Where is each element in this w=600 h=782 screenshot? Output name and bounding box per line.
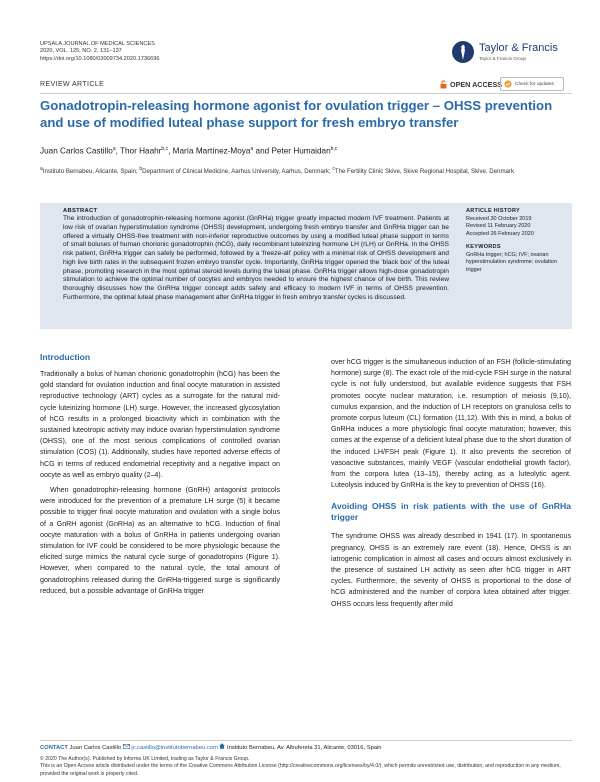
journal-header [40,41,159,63]
abstract-text: The introduction of gonadotrophin-releasing hormone agonist (GnRHa) trigger greatly impacted modern IVF treatment. Patients at low risk of ovarian hyperstimulation syndrome (OHSS) development, undergoing fresh embryo transfer and GnRHa trigger can be offered a virtually OHSS-free treatment with non-inferior reproductive outcomes by using a modified luteal phase support in terms of small boluses of human chorionic gonadotrophin (hCG), daily recombinant luteinizing hormone LH (rLH) or GnRHa. In the OHSS risk patient, GnRHa trigger can safely be performed, followed by a 'freeze-all' policy with a minimal risk of OHSS development and high live birth rates in the subsequent frozen embryo transfer cycle. Importantly, GnRHa trigger opened the 'black box' of the luteal phase, promoting research in the most optimal steroid levels during the luteal phase. GnRHa trigger allows high-dose gonadotropin stimulation to achieve the optimal number of oocytes and embryos needed to ensure the highest chance of live birth. This review thoroughly discusses how the GnRHa trigger concept adds safety and efficacy to modern IVF in terms of OHSS prevention. Furthermore, the optimal luteal phase management after GnRHa trigger in fresh embryo transfer cycles is discussed. [63,215,449,301]
contact-line [40,743,382,751]
open-access-label: OPEN ACCESS [450,80,503,89]
publisher-logo-icon [451,40,475,64]
journal-name: UPSALA JOURNAL OF MEDICAL SCIENCES [40,41,155,47]
footer-divider [40,740,572,741]
affiliations [40,165,570,176]
affiliation-sup: c [332,166,335,172]
author-name: Peter Humaidan [271,146,331,156]
abstract-heading: ABSTRACT [63,208,98,214]
contact-label: CONTACT [40,745,68,751]
publisher-logo [451,40,571,70]
publisher-sub: Taylor & Francis Group [479,56,526,61]
author-sup: b,c [330,146,338,152]
contact-address: Instituto Bernabeu, Av. Albufereta 31, Alicante, 03016, Spain [227,745,382,751]
license-text: This is an Open Access article distributed under the terms of the Creative Commons Attribution License (http://creativecommons.org/licenses/by/4.0/), which permits unrestricted use, distribution, and reproduction in any medium, provided the original work is properly cited. [40,763,561,777]
article-history [466,208,570,274]
history-received: Received 30 October 2019 [466,215,532,222]
open-lock-icon [440,80,447,89]
intro-paragraph-1: Traditionally a bolus of human chorionic gonadotrophin (hCG) has been the gold standard for ovulation induction and final oocyte maturation in assisted reproductive technology (ART) cycles as a surrogate for the natural mid-cycle luteinizing hormone (LH) surge. However, the increased glycosylation of hCG results in a prolonged bioactivity which in combination with the sustained luteotropic activity may induce ovarian hyperstimulation syndrome (OHSS), one of the most serious complications of controlled ovarian stimulation (COS) (1). Additionally, studies have reported adverse effects of hCG in terms of reduced endometrial receptivity and a negative impact on oocyte as well as embryo quality (2–4). [40,370,280,479]
history-accepted: Accepted 26 February 2020 [466,230,534,237]
affiliation: The Fertility Clinic Skive, Skive Regional Hospital, Skive, Denmark [334,168,515,176]
publisher-name: Taylor & Francis [479,42,558,54]
author-name: Thor Haahr [120,146,162,156]
address-icon [219,743,225,749]
keywords-heading: KEYWORDS [466,244,501,250]
left-column [40,352,280,597]
history-revised: Revised 11 February 2020 [466,223,531,229]
section-heading-ohss: Avoiding OHSS in risk patients with the use of GnRHa trigger [331,501,571,523]
contact-name: Juan Carlos Castillo [69,745,122,751]
email-icon [123,744,130,749]
check-updates-button[interactable] [500,77,564,91]
affiliation: Department of Clinical Medicine, Aarhus University, Aarhus, Denmark; [142,168,333,176]
affiliation: Instituto Bernabeu, Alicante, Spain; [42,168,140,176]
check-updates-icon [504,80,512,88]
author-name: María Martínez-Moya [172,146,251,156]
author-sup: a [250,146,254,152]
intro-paragraph-2: When gonadotrophin-releasing hormone (GnRH) antagonist protocols were introduced for the prevention of a premature LH surge (5) it became possible to trigger final oocyte maturation and ovulation with a single bolus of a GnRH agonist (GnRHa) as an alternative to hCG. Induction of final oocyte maturation with a bolus of GnRHa in patients undergoing ovarian stimulation for IVF could be considered to be more physiologic because the elicited surge mimics the natural cycle surge of gonadotropins (Figure 1). However, when compared to the natural cycle, the total amount of gonadotrophins released during the GnRHa-triggered surge is significantly reduced, but a possible advantage of GnRHa trigger [40,486,280,595]
author-list: Juan Carlos Castillo$^a$, Thor Haahr$^{b,c}$, María Martínez-Moya$^a$ and Peter Humaidan$^{b,c}$ [40,146,338,156]
right-paragraph-2: The syndrome OHSS was already described in 1941 (17). In spontaneous pregnancy, OHSS is an extremely rare event (18). Hence, OHSS is an iatrogenic complication in almost all cases and occurs almost exclusively in the presence of sustained LH activity as seen after hCG trigger in ART cycles. Furthermore, the severity of OHSS is proportional to the dose of hCG administered and the number of corpora lutea obtained after trigger. OHSS occurs less frequently after mild [331,532,571,608]
history-heading: ARTICLE HISTORY [466,208,521,214]
check-updates-label: Check for updates [515,81,554,87]
copyright-line: © 2020 The Author(s). Published by Informa UK Limited, trading as Taylor & Francis Group. [40,756,250,762]
open-access-badge [440,80,502,89]
license-footer [40,756,572,778]
intro-heading: Introduction [40,352,91,362]
author-sup: b,c [161,146,169,152]
journal-issue: 2020, VOL. 125, NO. 2, 131–137 [40,48,122,55]
contact-email[interactable]: jc.castillo@institutobernabeu.com [131,745,218,751]
article-title: Gonadotropin-releasing hormone agonist for ovulation trigger – OHSS prevention and use of modified luteal phase support for fresh embryo transfer [40,98,553,130]
keywords-text: GnRHa trigger; hCG; IVF; ovarian hyperstimulation syndrome; ovulation trigger [466,251,557,273]
affiliation-sup: a [40,166,43,172]
right-paragraph-1: over hCG trigger is the simultaneous induction of an FSH (follicle-stimulating hormone) surge (8). The exact role of the mid-cycle FSH surge in the natural cycle is not fully understood, but available evidence suggests that FSH promotes oocyte nuclear maturation, i.e. resumption of meiosis (9,10), cumulus expansion, and the induction of LH receptors on granulosa cells to promote corpus luteum (CL) formation (11,12). With this in mind, a bolus of GnRHa induces a more physiologic final oocyte maturation; however, this comes at the expense of a deficient luteal phase due to the short duration of the induced LH/FSH peak (Figure 1). It also prevents the secretion of vasoactive substances, mainly VEGF (vascular endothelial growth factor), from the corpora lutea (13–15), thereby acting as a luteolytic agent. Luteolysis induced by GnRHa is the key to prevention of OHSS (16). [331,358,571,490]
journal-doi[interactable]: https://doi.org/10.1080/03009734.2020.1736696 [40,55,160,62]
right-column [331,357,571,610]
author-name: Juan Carlos Castillo [40,146,113,156]
affiliation-sup: b [139,166,143,172]
article-type: REVIEW ARTICLE [40,81,105,88]
author-sup: a [112,146,116,152]
header-divider [40,93,572,94]
